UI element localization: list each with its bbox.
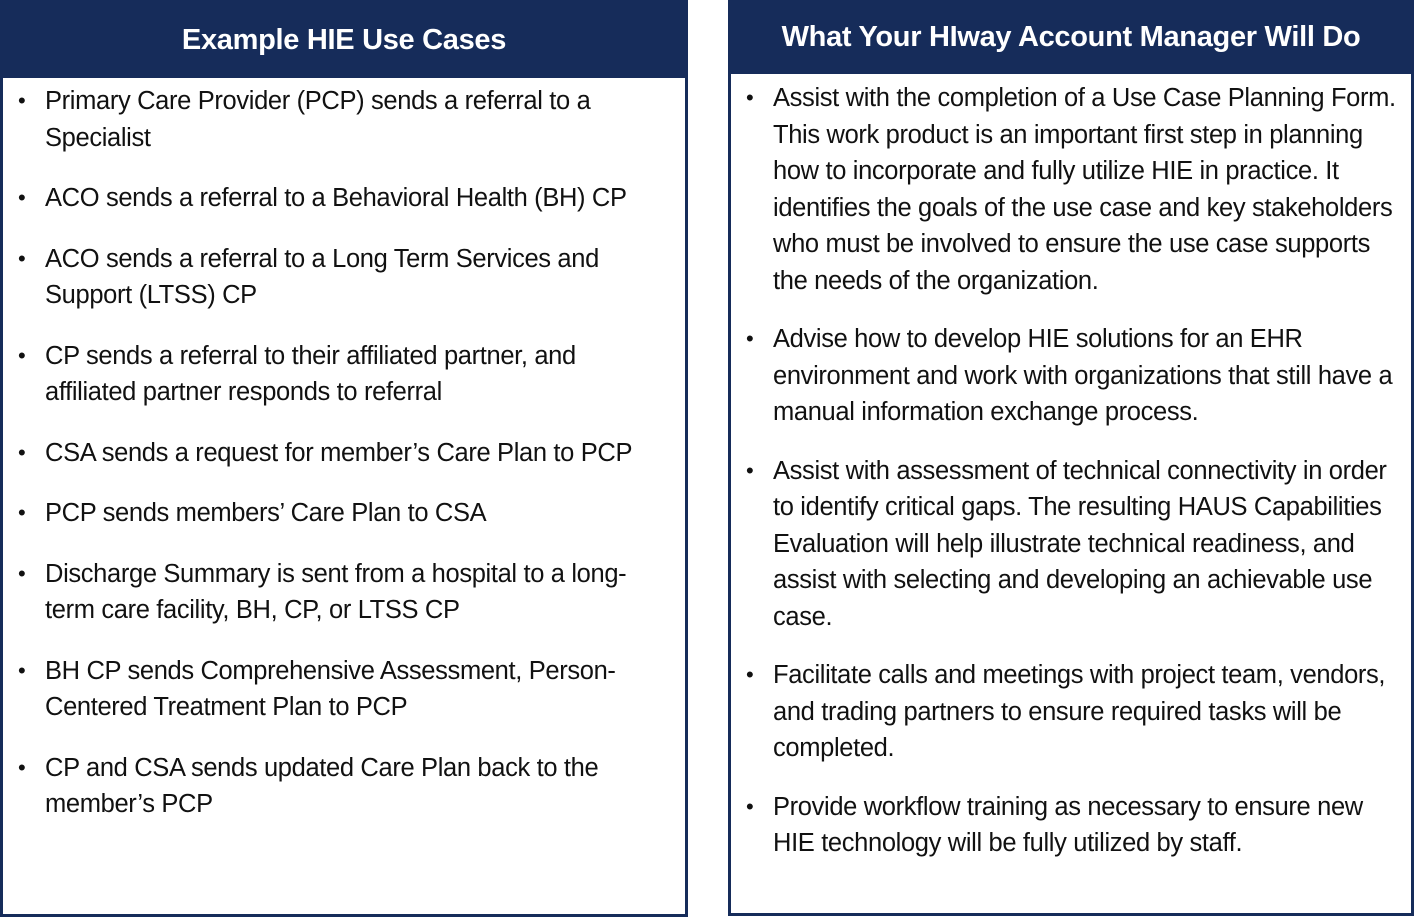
list-item — [18, 83, 665, 156]
bullet-icon: • — [18, 754, 26, 780]
list-item-text: ACO sends a referral to a Long Term Services and Support (LTSS) CP — [45, 244, 599, 309]
list-item-text: CSA sends a request for member’s Care Plan to PCP — [45, 438, 633, 467]
list-item-text: CP and CSA sends updated Care Plan back to the member’s PCP — [45, 753, 599, 818]
list-item-text: Provide workflow training as necessary to ensure new HIE technology will be fully utilized by staff. — [773, 792, 1363, 857]
list-item — [18, 653, 665, 726]
list-item — [18, 180, 665, 217]
bullet-icon: • — [18, 185, 26, 210]
bullet-icon: • — [18, 439, 26, 465]
bullet-icon: • — [746, 85, 754, 110]
list-item — [746, 321, 1397, 431]
use-cases-panel — [0, 0, 688, 917]
list-item — [18, 435, 665, 472]
list-item-text: CP sends a referral to their affiliated partner, and affiliated partner responds to referral — [45, 341, 576, 406]
bullet-icon: • — [18, 245, 26, 271]
list-item — [18, 556, 665, 629]
list-item — [18, 750, 665, 823]
use-cases-list — [3, 78, 685, 823]
list-item-text: Assist with assessment of technical connectivity in order to identify critical gaps. The resulting HAUS Capabilities Evaluation will help illustrate technical readiness, and assist with selecting and developing an achievable use case. — [773, 456, 1387, 631]
list-item — [18, 495, 665, 532]
bullet-icon: • — [18, 657, 26, 683]
list-item-text: Primary Care Provider (PCP) sends a referral to a Specialist — [45, 87, 591, 152]
list-item-text: Advise how to develop HIE solutions for an EHR environment and work with organizations that still have a manual information exchange process. — [773, 325, 1393, 426]
account-manager-tasks-list — [731, 74, 1411, 862]
list-item — [746, 80, 1397, 299]
list-item-text: ACO sends a referral to a Behavioral Health (BH) CP — [45, 184, 627, 212]
account-manager-panel — [728, 0, 1414, 916]
bullet-icon: • — [18, 88, 26, 113]
bullet-icon: • — [746, 662, 754, 687]
bullet-icon: • — [746, 326, 754, 351]
list-item — [746, 657, 1397, 767]
list-item — [746, 789, 1397, 862]
list-item — [746, 453, 1397, 636]
bullet-icon: • — [18, 560, 26, 586]
list-item-text: BH CP sends Comprehensive Assessment, Person-Centered Treatment Plan to PCP — [45, 656, 616, 721]
list-item-text: Discharge Summary is sent from a hospital to a long-term care facility, BH, CP, or LTSS CP — [45, 559, 627, 624]
list-item-text: Facilitate calls and meetings with project team, vendors, and trading partners to ensure required tasks will be completed. — [773, 661, 1386, 762]
list-item — [18, 241, 665, 314]
list-item — [18, 338, 665, 411]
bullet-icon: • — [746, 457, 754, 483]
bullet-icon: • — [18, 500, 26, 525]
use-cases-panel-title: Example HIE Use Cases — [0, 0, 688, 78]
list-item-text: Assist with the completion of a Use Case Planning Form. This work product is an important first step in planning how to incorporate and fully utilize HIE in practice. It identifies the goals of the use case and key stakeholders who must be involved to ensure the use case supports the needs of the organization. — [773, 84, 1396, 295]
list-item-text: PCP sends members’ Care Plan to CSA — [45, 499, 487, 527]
bullet-icon: • — [746, 793, 754, 819]
account-manager-panel-title: What Your HIway Account Manager Will Do — [728, 0, 1414, 74]
bullet-icon: • — [18, 342, 26, 368]
